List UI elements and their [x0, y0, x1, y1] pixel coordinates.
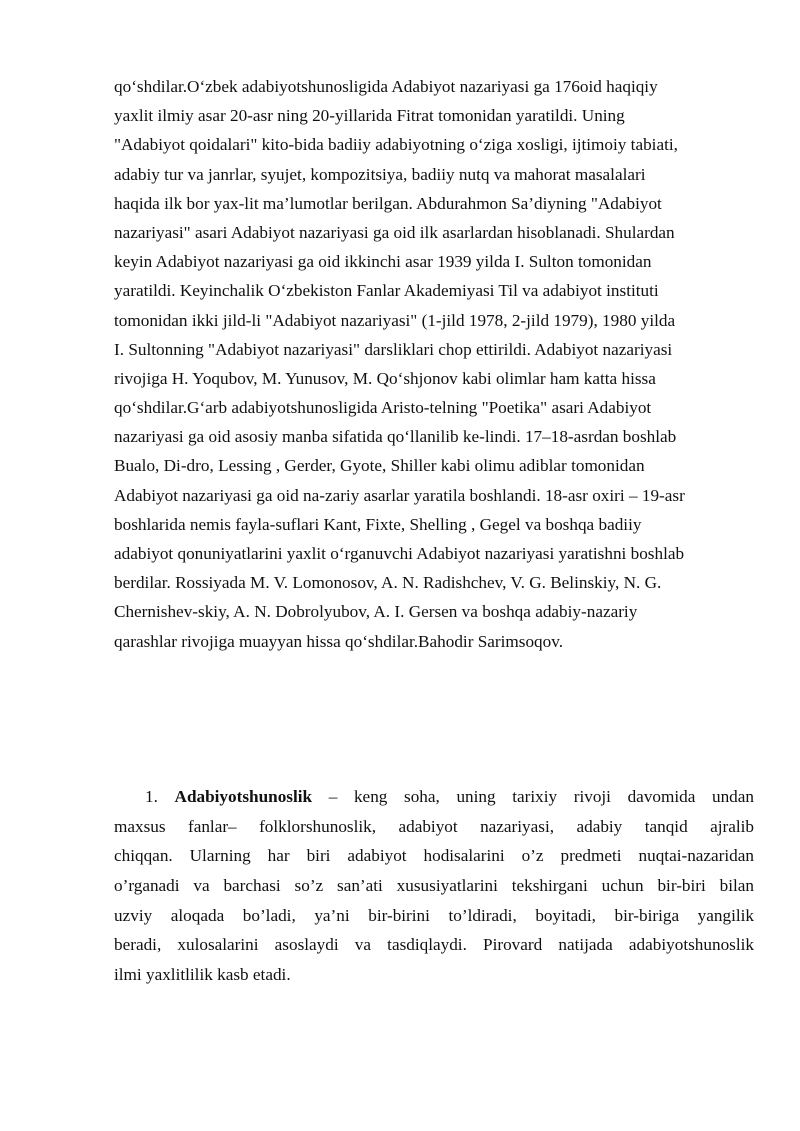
text-line: keyin Adabiyot nazariyasi ga oid ikkinchi asar 1939 yilda I. Sulton tomonidan: [114, 252, 652, 272]
text-line: adabiyot qonuniyatlarini yaxlit o‘rganuvchi Adabiyot nazariyasi yaratishni boshlab: [114, 544, 685, 563]
text-line: maxsus fanlar– folklorshunoslik, adabiyot nazariyasi, adabiy tanqid ajralib: [114, 816, 754, 836]
text-line: rivojiga H. Yoqubov, M. Yunusov, M. Qo‘shjonov kabi olimlar ham katta hissa: [114, 368, 656, 388]
text-line: qo‘shdilar.G‘arb adabiyotshunosligida Aristo-telning "Poetika" asari Adabiyot: [114, 398, 652, 418]
list-term: Adabiyotshunoslik: [174, 787, 313, 806]
text-line: nazariyasi" asari Adabiyot nazariyasi ga oid ilk asarlardan hisoblanadi. Shulardan: [114, 222, 675, 242]
text-line: o’rganadi va barchasi so’z san’ati xususiyatlarini tekshirgani uchun bir-biri bilan: [114, 876, 754, 896]
list-number: 1.: [145, 787, 158, 806]
text-line: Adabiyot nazariyasi ga oid na-zariy asarlar yaratila boshlandi. 18-asr oxiri – 19-asr: [114, 485, 685, 505]
text-line: yaratildi. Keyinchalik O‘zbekiston Fanlar Akademiyasi Til va adabiyot instituti: [114, 281, 659, 301]
text-line: Chernishev-skiy, A. N. Dobrolyubov, A. I. Gersen va boshqa adabiy-nazariy: [114, 602, 638, 622]
text-line: I. Sultonning "Adabiyot nazariyasi" darsliklari chop ettirildi. Adabiyot nazariyasi: [114, 339, 673, 359]
text-line: nazariyasi ga oid asosiy manba sifatida qo‘llanilib ke-lindi. 17–18-asrdan boshlab: [114, 427, 677, 447]
text-line: uzviy aloqada bo’ladi, ya’ni bir-birini to’ldiradi, boyitadi, bir-biriga yangilik: [114, 905, 754, 925]
text-line: yaxlit ilmiy asar 20-asr ning 20-yillarida Fitrat tomonidan yaratildi. Uning: [114, 106, 625, 126]
text-line: adabiy tur va janrlar, syujet, kompozitsiya, badiiy nutq va mahorat masalalari: [114, 164, 646, 184]
numbered-list-item: [114, 782, 754, 990]
text-line: berdilar. Rossiyada M. V. Lomonosov, A. N. Radishchev, V. G. Belinskiy, N. G.: [114, 573, 662, 593]
text-line: boshlarida nemis fayla-suflari Kant, Fixte, Shelling , Gegel va boshqa badiiy: [114, 514, 642, 534]
text-line: beradi, xulosalarini asoslaydi va tasdiqlaydi. Pirovard natijada adabiyotshunoslik: [114, 935, 754, 955]
list-item-first-line: [114, 782, 754, 812]
text-line: Bualo, Di-dro, Lessing , Gerder, Gyote, Shiller kabi olimu adiblar tomonidan: [114, 456, 645, 476]
intro-paragraph: [114, 72, 754, 656]
text-line: qarashlar rivojiga muayyan hissa qo‘shdilar.Bahodir Sarimsoqov.: [114, 631, 564, 651]
text-line: chiqqan. Ularning har biri adabiyot hodisalarini o’z predmeti nuqtai-nazaridan: [114, 846, 754, 866]
text-line: haqida ilk bor yax-lit ma’lumotlar berilgan. Abdurahmon Sa’diyning "Adabiyot: [114, 193, 662, 213]
list-first-line-text: – keng soha, uning tarixiy rivoji davomida undan: [312, 787, 755, 806]
text-line: "Adabiyot qoidalari" kito-bida badiiy adabiyotning o‘ziga xosligi, ijtimoiy tabiati,: [114, 135, 678, 155]
text-line: ilmi yaxlitlilik kasb etadi.: [114, 965, 291, 985]
text-line: tomonidan ikki jild-li "Adabiyot nazariyasi" (1-jild 1978, 2-jild 1979), 1980 yilda: [114, 310, 676, 330]
text-line: qo‘shdilar.O‘zbek adabiyotshunosligida Adabiyot nazariyasi ga 176oid haqiqiy: [114, 77, 658, 96]
